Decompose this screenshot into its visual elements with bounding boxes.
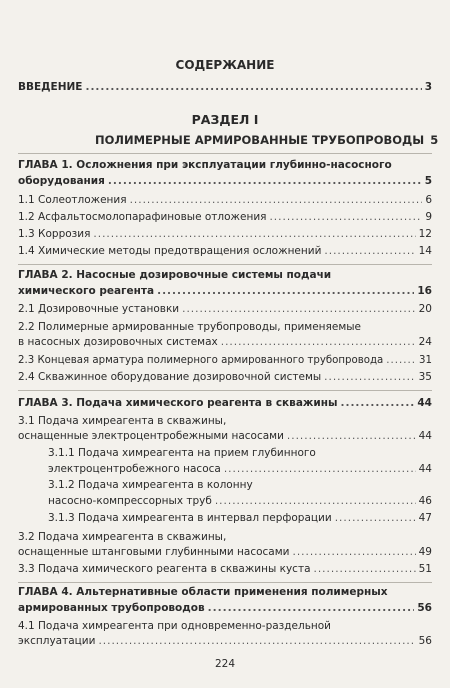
toc-entry-1-1: 1.1 Солеотложения ..... 6 [18, 193, 432, 208]
divider [18, 390, 432, 391]
toc-entry-3-1: оснащенные электроцентробежными насосами ..... 44 [18, 429, 432, 444]
chapter-4-line1: ГЛАВА 4. Альтернативные области применения полимерных [18, 586, 388, 598]
toc-entry-ch3: ГЛАВА 3. Подача химического реагента в скважины ..... 44 [18, 396, 432, 411]
toc-entry-2-3: 2.3 Концевая арматура полимерного армированного трубопровода ..... 31 [18, 353, 432, 368]
chapter-1-line1: ГЛАВА 1. Осложнения при эксплуатации глубинно-насосного [18, 159, 392, 171]
toc-entry-ch1: оборудования ..... 5 [18, 174, 432, 189]
toc-entry-3-2-line1: 3.2 Подача химреагента в скважины, [18, 531, 227, 543]
toc-entry-section: ПОЛИМЕРНЫЕ АРМИРОВАННЫЕ ТРУБОПРОВОДЫ 5 [95, 133, 439, 147]
toc-entry-intro: ВВЕДЕНИЕ ..... 3 [18, 80, 432, 95]
toc-entry-2-4: 2.4 Скважинное оборудование дозировочной системы ..... 35 [18, 370, 432, 385]
divider [18, 153, 432, 154]
toc-entry-ch2: химического реагента ..... 16 [18, 284, 432, 299]
chapter-2-line1: ГЛАВА 2. Насосные дозировочные системы подачи [18, 269, 332, 281]
divider [18, 264, 432, 265]
toc-entry-2-2-line1: 2.2 Полимерные армированные трубопроводы, применяемые [18, 321, 361, 333]
toc-entry-2-1: 2.1 Дозировочные установки ..... 20 [18, 302, 432, 317]
page-number: 224 [214, 658, 236, 670]
toc-entry-3-3: 3.3 Подача химического реагента в скважины куста ..... 51 [18, 562, 432, 577]
toc-entry-2-2: в насосных дозировочных системах ..... 24 [18, 335, 432, 350]
toc-title: СОДЕРЖАНИЕ [175, 58, 275, 72]
toc-entry-3-2: оснащенные штанговыми глубинными насосами ..... 49 [18, 545, 432, 560]
toc-entry-ch4: армированных трубопроводов ..... 56 [18, 601, 432, 616]
section-label: РАЗДЕЛ I [191, 112, 259, 127]
toc-entry-1-4: 1.4 Химические методы предотвращения осложнений ..... 14 [18, 244, 432, 259]
toc-entry-3-1-1: электроцентробежного насоса ..... 44 [48, 462, 432, 477]
toc-entry-3-1-2-line1: 3.1.2 Подача химреагента в колонну [48, 479, 253, 491]
toc-entry-3-1-2: насосно-компрессорных труб ..... 46 [48, 494, 432, 509]
toc-entry-3-1-3: 3.1.3 Подача химреагента в интервал перфорации ..... 47 [48, 511, 432, 526]
toc-entry-1-3: 1.3 Коррозия ..... 12 [18, 227, 432, 242]
toc-entry-3-1-1-line1: 3.1.1 Подача химреагента на прием глубинного [48, 447, 316, 459]
toc-entry-4-1-line1: 4.1 Подача химреагента при одновременно-раздельной [18, 620, 331, 632]
toc-entry-4-1: эксплуатации ..... 56 [18, 634, 432, 649]
divider [18, 582, 432, 583]
toc-entry-1-2: 1.2 Асфальтосмолопарафиновые отложения ..... 9 [18, 210, 432, 225]
toc-entry-3-1-line1: 3.1 Подача химреагента в скважины, [18, 415, 227, 427]
